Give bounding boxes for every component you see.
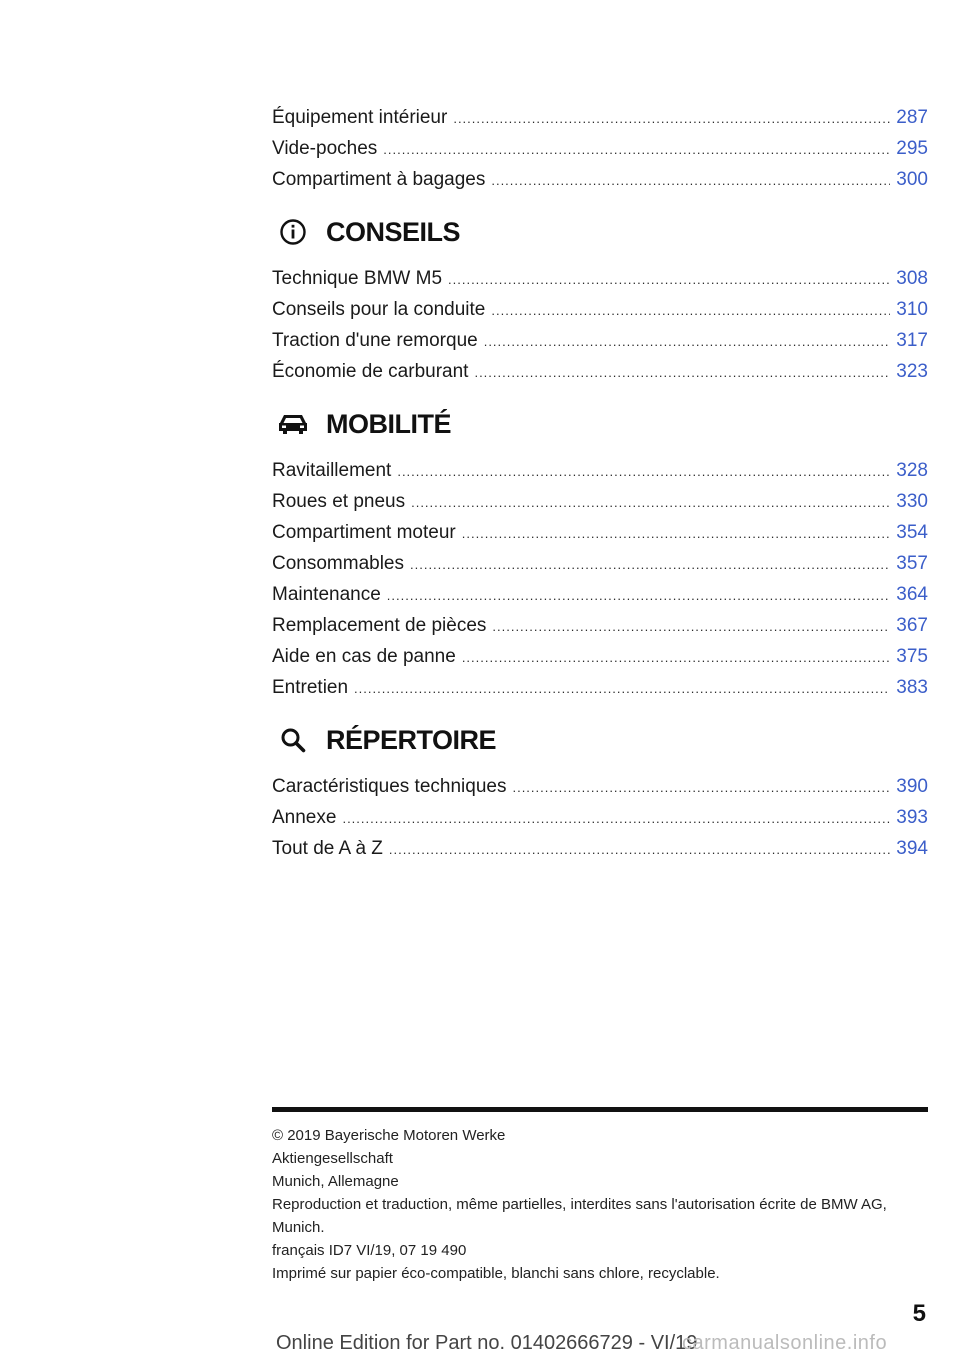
toc-entry-label: Économie de carburant — [272, 361, 469, 382]
toc-entry[interactable] — [272, 771, 928, 802]
toc-entry-label: Ravitaillement — [272, 460, 392, 481]
toc-entry[interactable] — [272, 164, 928, 195]
dot-leader — [462, 518, 891, 549]
search-icon — [274, 725, 312, 755]
toc-entry-label: Tout de A à Z — [272, 838, 383, 859]
dot-leader — [512, 772, 890, 803]
toc-entry-label: Technique BMW M5 — [272, 268, 443, 289]
dot-leader — [389, 834, 890, 865]
toc-entry-page[interactable]: 375 — [896, 646, 928, 667]
section-heading-mobilite — [272, 409, 928, 439]
toc-group-interior — [272, 102, 928, 195]
toc-entry-page[interactable]: 287 — [896, 107, 928, 128]
toc-entry-label: Remplacement de pièces — [272, 615, 487, 636]
watermark-edition: Online Edition for Part no. 01402666729 - VI/19 — [276, 1332, 698, 1354]
toc-entry[interactable] — [272, 610, 928, 641]
toc-entry[interactable] — [272, 517, 928, 548]
toc-entry[interactable] — [272, 486, 928, 517]
toc-entry[interactable] — [272, 548, 928, 579]
toc-entry[interactable] — [272, 455, 928, 486]
dot-leader — [462, 642, 890, 673]
info-icon — [274, 217, 312, 247]
imprint-copyright: © 2019 Bayerische Motoren Werke — [272, 1127, 506, 1144]
page-number: 5 — [912, 1300, 926, 1327]
car-icon — [274, 409, 312, 439]
imprint-divider — [272, 1107, 928, 1112]
toc-entry[interactable] — [272, 833, 928, 864]
toc-entry-label: Équipement intérieur — [272, 107, 448, 128]
dot-leader — [354, 673, 890, 704]
toc-entry-label: Caractéristiques techniques — [272, 776, 507, 797]
toc-entry-label: Entretien — [272, 677, 349, 698]
toc-entry-label: Compartiment moteur — [272, 522, 456, 543]
toc-entry-label: Roues et pneus — [272, 491, 406, 512]
toc-entry-page[interactable]: 393 — [896, 807, 928, 828]
imprint-company: Aktiengesellschaft — [272, 1150, 393, 1167]
toc-entry-page[interactable]: 364 — [896, 584, 928, 605]
dot-leader — [453, 103, 890, 134]
toc-entry[interactable] — [272, 579, 928, 610]
toc-entry[interactable] — [272, 263, 928, 294]
toc-entry-label: Vide-poches — [272, 138, 378, 159]
table-of-contents — [272, 102, 928, 864]
toc-entry-page[interactable]: 354 — [896, 522, 928, 543]
toc-entry-page[interactable]: 383 — [896, 677, 928, 698]
imprint-city: Munich, Allemagne — [272, 1173, 399, 1190]
dot-leader — [342, 803, 890, 834]
toc-group-conseils — [272, 217, 928, 387]
dot-leader — [383, 134, 890, 165]
toc-entry-page[interactable]: 317 — [896, 330, 928, 351]
toc-entry[interactable] — [272, 672, 928, 703]
section-heading-repertoire — [272, 725, 928, 755]
dot-leader — [397, 456, 890, 487]
dot-leader — [411, 487, 890, 518]
dot-leader — [491, 295, 890, 326]
toc-entry-label: Aide en cas de panne — [272, 646, 456, 667]
toc-group-mobilite — [272, 409, 928, 703]
toc-entry-label: Traction d'une remorque — [272, 330, 478, 351]
toc-entry[interactable] — [272, 641, 928, 672]
toc-entry-page[interactable]: 308 — [896, 268, 928, 289]
toc-entry-label: Conseils pour la conduite — [272, 299, 486, 320]
imprint-edition-code: français ID7 VI/19, 07 19 490 — [272, 1242, 467, 1259]
toc-group-repertoire — [272, 725, 928, 864]
toc-entry-page[interactable]: 330 — [896, 491, 928, 512]
toc-entry[interactable] — [272, 294, 928, 325]
toc-entry[interactable] — [272, 102, 928, 133]
dot-leader — [492, 611, 890, 642]
toc-entry-page[interactable]: 390 — [896, 776, 928, 797]
imprint-reproduction: Reproduction et traduction, même partielles, interdites sans l'autorisation écrite de BMW AG, Munich. — [272, 1196, 887, 1236]
toc-entry[interactable] — [272, 356, 928, 387]
toc-entry[interactable] — [272, 802, 928, 833]
toc-entry[interactable] — [272, 133, 928, 164]
toc-entry-page[interactable]: 300 — [896, 169, 928, 190]
watermark-site: carmanualsonline.info — [682, 1332, 888, 1354]
toc-entry-label: Annexe — [272, 807, 337, 828]
toc-entry-page[interactable]: 367 — [896, 615, 928, 636]
toc-entry-page[interactable]: 328 — [896, 460, 928, 481]
dot-leader — [491, 165, 890, 196]
toc-entry-page[interactable]: 357 — [896, 553, 928, 574]
section-title: MOBILITÉ — [326, 408, 451, 439]
toc-entry-label: Maintenance — [272, 584, 381, 605]
toc-entry-page[interactable]: 310 — [896, 299, 928, 320]
toc-entry[interactable] — [272, 325, 928, 356]
imprint-paper-note: Imprimé sur papier éco-compatible, blanchi sans chlore, recyclable. — [272, 1265, 720, 1282]
toc-entry-page[interactable]: 394 — [896, 838, 928, 859]
dot-leader — [410, 549, 890, 580]
toc-entry-label: Consommables — [272, 553, 404, 574]
section-heading-conseils — [272, 217, 928, 247]
section-title: CONSEILS — [326, 216, 461, 247]
dot-leader — [448, 264, 890, 295]
dot-leader — [387, 580, 891, 611]
dot-leader — [484, 326, 891, 357]
imprint-block — [272, 1124, 932, 1285]
toc-entry-label: Compartiment à bagages — [272, 169, 486, 190]
dot-leader — [474, 357, 890, 388]
toc-entry-page[interactable]: 295 — [896, 138, 928, 159]
toc-entry-page[interactable]: 323 — [896, 361, 928, 382]
section-title: RÉPERTOIRE — [326, 724, 497, 755]
